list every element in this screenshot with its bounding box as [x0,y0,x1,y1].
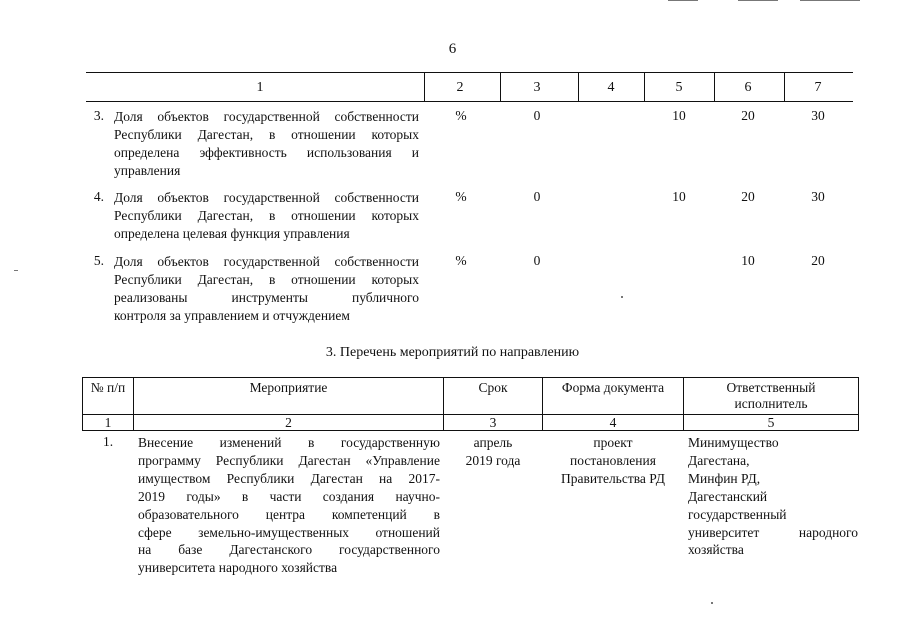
event-line: сфере земельно-имущественных отношений [138,524,440,540]
responsible-line: Минимущество [688,435,779,450]
indicator-name [114,108,419,180]
table1-header-cell: 2 [456,80,464,95]
indicator-line: управления [114,163,181,178]
header-term: Срок [478,380,508,395]
header-num: № п/п [90,380,126,395]
header-responsible-line: исполнитель [734,396,808,411]
table1-header-cell: 3 [533,80,541,95]
value-cell: 20 [811,253,825,268]
indicator-line: определена целевая функция управления [114,226,350,241]
scan-artifact [800,0,860,1]
row-number: 5. [93,253,104,268]
indicator-name [114,189,419,243]
doc-form-cell [543,434,683,488]
responsible-line: государственный [688,506,787,522]
section-title: 3. Перечень мероприятий по направлению [325,345,580,360]
row-number: 1. [102,434,114,449]
value-cell: 10 [672,189,686,204]
header-responsible-line: Ответственный [726,380,816,395]
unit-cell: % [455,108,467,123]
event-line: на базе Дагестанского государственного [138,542,440,558]
indicator-line: контроля за управлением и отчуждением [114,308,350,323]
event-description [138,434,440,577]
indicator-line: определена эффективность использования и [114,145,419,160]
value-cell: 0 [533,253,541,268]
table2-right-border [858,377,859,431]
doc-line: Правительства РД [560,470,666,486]
header-responsible [684,380,858,412]
indicator-line: Республики Дагестан, в отношении которых [114,272,419,287]
page-number: 6 [448,41,457,57]
responsible-line: хозяйства [688,542,744,558]
row-number: 3. [93,108,104,123]
value-cell: 20 [741,189,755,204]
value-cell: 30 [811,189,825,204]
col-number: 3 [489,415,497,430]
scan-artifact [738,0,778,1]
table1-col-divider [424,72,425,102]
unit-cell: % [455,253,467,268]
event-line: университета народного хозяйства [138,560,338,576]
indicator-line: Доля объектов государственной собственности [114,190,419,205]
indicator-line: реализованы инструменты публичного [114,290,419,305]
scan-artifact [621,296,623,298]
indicator-line: Доля объектов государственной собственности [114,254,419,269]
table1-header-cell: 5 [675,80,683,95]
term-line: 2019 года [465,452,521,468]
doc-line: проект [593,435,633,450]
indicator-name [114,253,419,325]
term-cell [444,434,542,470]
event-line: имуществом Республики Дагестан на 2017- [138,470,440,486]
doc-line: постановления [570,452,656,468]
table1-col-divider [784,72,785,102]
value-cell: 30 [811,108,825,123]
col-number: 4 [609,415,617,430]
table1-col-divider [578,72,579,102]
table1-header-cell: 6 [744,80,752,95]
unit-cell: % [455,189,467,204]
responsible-cell [688,434,858,559]
scan-artifact [14,270,18,271]
table1-col-divider [500,72,501,102]
table1-col-divider [714,72,715,102]
indicator-line: Республики Дагестан, в отношении которых [114,127,419,142]
indicator-line: Доля объектов государственной собственности [114,109,419,124]
event-line: Внесение изменений в государственную [138,435,440,450]
table1-top-border [86,72,853,73]
event-line: программу Республики Дагестан «Управление [138,452,440,468]
table1-header-cell: 4 [607,80,615,95]
value-cell: 0 [533,108,541,123]
table1-header-border [86,101,853,102]
event-line: 2019 годы» в части создания научно- [138,488,440,504]
value-cell: 20 [741,108,755,123]
row-number: 4. [93,189,104,204]
responsible-line: университет народного [688,524,858,540]
col-number: 5 [767,415,775,430]
responsible-line: Дагестанский [688,488,768,504]
value-cell: 10 [672,108,686,123]
header-event: Мероприятие [249,380,328,395]
col-number: 1 [104,415,112,430]
table1-header-cell: 7 [814,80,822,95]
table2-top-border [82,377,859,378]
responsible-line: Дагестана, [688,452,750,468]
responsible-line: Минфин РД, [688,470,761,486]
term-line: апрель [473,435,513,450]
header-doc-form: Форма документа [561,380,665,395]
indicator-line: Республики Дагестан, в отношении которых [114,208,419,223]
col-number: 2 [285,415,292,430]
scan-artifact [711,602,713,604]
value-cell: 10 [741,253,755,268]
table1-header-cell: 1 [256,80,264,95]
scan-artifact [668,0,698,1]
table1-col-divider [644,72,645,102]
value-cell: 0 [533,189,541,204]
event-line: образовательного центра компетенций в [138,506,440,522]
